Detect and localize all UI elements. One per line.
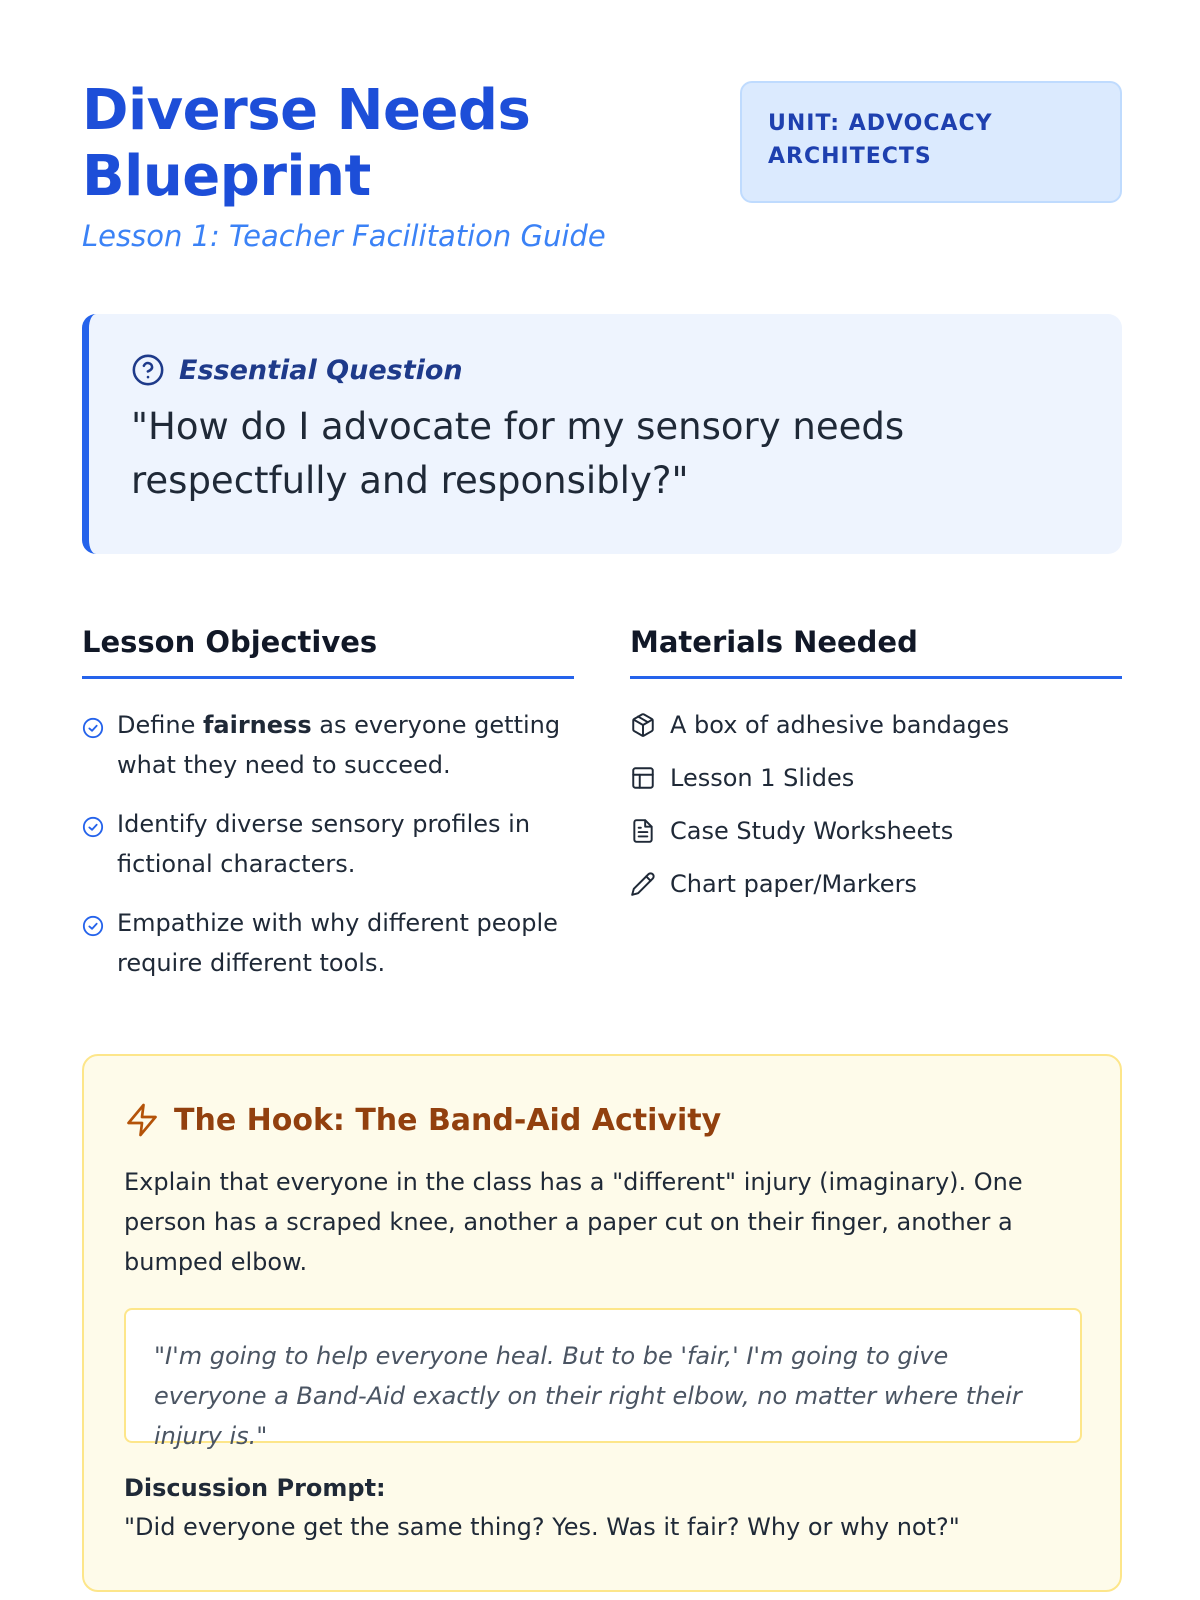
essential-question-header bbox=[131, 352, 1080, 388]
discussion-label: Discussion Prompt: bbox=[124, 1474, 386, 1502]
list-item bbox=[630, 864, 1122, 904]
document-icon bbox=[630, 818, 656, 844]
list-item bbox=[630, 811, 1122, 851]
list-item bbox=[82, 804, 574, 884]
material-label: Case Study Worksheets bbox=[670, 817, 954, 845]
materials-list bbox=[630, 705, 1122, 904]
list-item bbox=[630, 705, 1122, 745]
essential-question-label: Essential Question bbox=[179, 354, 463, 386]
hook-header bbox=[124, 1098, 1080, 1142]
slides-icon bbox=[630, 765, 656, 791]
page-title: Diverse Needs Blueprint bbox=[82, 78, 531, 209]
hook-title: The Hook: The Band-Aid Activity bbox=[174, 1102, 722, 1138]
materials-section bbox=[630, 622, 1122, 917]
question-circle-icon bbox=[131, 353, 165, 387]
hook-description: Explain that everyone in the class has a "different" injury (imaginary). One person has a scraped knee, another a paper cut on their finger, another a bumped elbow. bbox=[124, 1168, 1023, 1276]
materials-heading: Materials Needed bbox=[630, 622, 1122, 679]
objectives-section bbox=[82, 622, 574, 1002]
material-label: Lesson 1 Slides bbox=[670, 764, 855, 792]
check-circle-icon bbox=[82, 915, 104, 937]
material-label: A box of adhesive bandages bbox=[670, 711, 1010, 739]
lesson-guide-page bbox=[82, 0, 1122, 1600]
list-item bbox=[82, 903, 574, 983]
check-circle-icon bbox=[82, 717, 104, 739]
box-icon bbox=[630, 712, 656, 738]
hook-activity-box bbox=[82, 1054, 1122, 1592]
lightning-icon bbox=[124, 1102, 160, 1138]
pencil-icon bbox=[630, 871, 656, 897]
page-subtitle: Lesson 1: Teacher Facilitation Guide bbox=[82, 219, 606, 253]
objective-text: Empathize with why different people require different tools. bbox=[117, 909, 558, 977]
objectives-heading: Lesson Objectives bbox=[82, 622, 574, 679]
list-item bbox=[82, 705, 574, 785]
essential-question-text: "How do I advocate for my sensory needs respectfully and responsibly?" bbox=[131, 405, 905, 502]
discussion-text: "Did everyone get the same thing? Yes. Was it fair? Why or why not?" bbox=[124, 1513, 960, 1541]
objective-text: Define fairness as everyone getting what they need to succeed. bbox=[117, 711, 561, 779]
hook-quote: "I'm going to help everyone heal. But to be 'fair,' I'm going to give everyone a Band-Aid exactly on their right elbow, no matter where their injury is." bbox=[124, 1308, 1082, 1443]
objectives-list bbox=[82, 705, 574, 983]
unit-badge: UNIT: ADVOCACY ARCHITECTS bbox=[740, 81, 1122, 203]
list-item bbox=[630, 758, 1122, 798]
objective-text: Identify diverse sensory profiles in fictional characters. bbox=[117, 810, 531, 878]
check-circle-icon bbox=[82, 816, 104, 838]
material-label: Chart paper/Markers bbox=[670, 870, 917, 898]
essential-question-box bbox=[82, 314, 1122, 554]
